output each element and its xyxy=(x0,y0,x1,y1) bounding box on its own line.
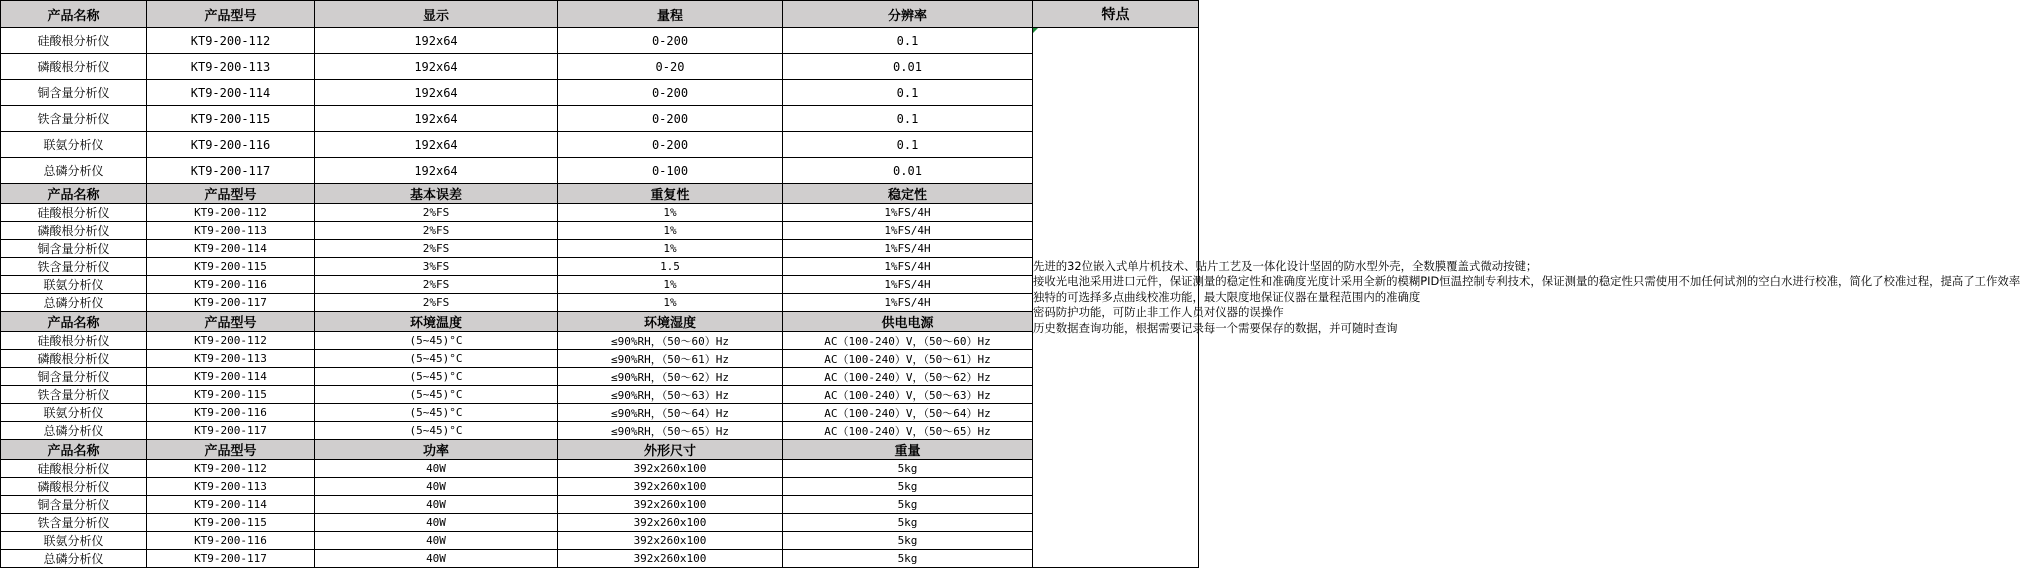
spec-b-cell: 392x260x100 xyxy=(558,478,783,496)
table-row xyxy=(1,204,1199,222)
model-cell: KT9-200-116 xyxy=(147,404,315,422)
model-cell: KT9-200-112 xyxy=(147,332,315,350)
spec-a-cell: (5~45)°C xyxy=(315,422,558,440)
table-row xyxy=(1,294,1199,312)
product-name-cell: 磷酸根分析仪 xyxy=(1,478,147,496)
spec-b-cell: ≤90%RH，（50～61）Hz xyxy=(558,350,783,368)
spec-a-cell: 40W xyxy=(315,478,558,496)
spec-b-cell: ≤90%RH，（50～62）Hz xyxy=(558,368,783,386)
header-model: 产品型号 xyxy=(147,440,315,460)
spec-b-cell: 392x260x100 xyxy=(558,550,783,568)
spec-a-cell: (5~45)°C xyxy=(315,368,558,386)
spec-c-cell: AC（100-240）V，（50～61）Hz xyxy=(783,350,1033,368)
product-name-cell: 硅酸根分析仪 xyxy=(1,28,147,54)
product-name-cell: 磷酸根分析仪 xyxy=(1,222,147,240)
spec-c-cell: 5kg xyxy=(783,460,1033,478)
spec-c-cell: 1%FS/4H xyxy=(783,240,1033,258)
table-row xyxy=(1,422,1199,440)
spec-a-cell: (5~45)°C xyxy=(315,386,558,404)
model-cell: KT9-200-114 xyxy=(147,240,315,258)
spec-c-cell: 5kg xyxy=(783,514,1033,532)
model-cell: KT9-200-117 xyxy=(147,422,315,440)
spec-a-cell: 40W xyxy=(315,550,558,568)
feature-paragraph: 先进的32位嵌入式单片机技术、贴片工艺及一体化设计坚固的防水型外壳，全数膜覆盖式微动按键； xyxy=(1033,258,1538,273)
spec-a-cell: 2%FS xyxy=(315,240,558,258)
header-product-name: 产品名称 xyxy=(1,440,147,460)
model-cell: KT9-200-113 xyxy=(147,478,315,496)
spec-b-cell: 1.5 xyxy=(558,258,783,276)
table-row xyxy=(1,54,1199,80)
spec-c-cell: AC（100-240）V，（50～63）Hz xyxy=(783,386,1033,404)
header-spec-c: 稳定性 xyxy=(783,184,1033,204)
spec-c-cell: 5kg xyxy=(783,550,1033,568)
product-name-cell: 铜含量分析仪 xyxy=(1,240,147,258)
table-row xyxy=(1,478,1199,496)
spec-b-cell: 392x260x100 xyxy=(558,514,783,532)
spec-c-cell: 0.01 xyxy=(783,54,1033,80)
spec-a-cell: 192x64 xyxy=(315,28,558,54)
table-row xyxy=(1,350,1199,368)
features-text-cell xyxy=(1033,28,2020,568)
spec-c-cell: AC（100-240）V，（50～65）Hz xyxy=(783,422,1033,440)
product-name-cell: 硅酸根分析仪 xyxy=(1,332,147,350)
spec-b-cell: 0-100 xyxy=(558,158,783,184)
model-cell: KT9-200-115 xyxy=(147,386,315,404)
product-name-cell: 联氨分析仪 xyxy=(1,532,147,550)
header-spec-a: 功率 xyxy=(315,440,558,460)
model-cell: KT9-200-113 xyxy=(147,350,315,368)
product-name-cell: 磷酸根分析仪 xyxy=(1,54,147,80)
product-name-cell: 总磷分析仪 xyxy=(1,550,147,568)
header-product-name: 产品名称 xyxy=(1,312,147,332)
spec-table-body xyxy=(1,1,2020,568)
spec-b-cell: 1% xyxy=(558,204,783,222)
spec-b-cell: 0-200 xyxy=(558,80,783,106)
header-spec-b: 环境湿度 xyxy=(558,312,783,332)
header-product-name: 产品名称 xyxy=(1,184,147,204)
header-model: 产品型号 xyxy=(147,184,315,204)
table-row xyxy=(1,28,1199,54)
spec-b-cell: 392x260x100 xyxy=(558,532,783,550)
spec-a-cell: (5~45)°C xyxy=(315,350,558,368)
model-cell: KT9-200-113 xyxy=(147,54,315,80)
spec-b-cell: 392x260x100 xyxy=(558,496,783,514)
spec-a-cell: 2%FS xyxy=(315,222,558,240)
model-cell: KT9-200-112 xyxy=(147,204,315,222)
header-product-name: 产品名称 xyxy=(1,1,147,28)
header-spec-b: 重复性 xyxy=(558,184,783,204)
spec-a-cell: 192x64 xyxy=(315,132,558,158)
product-name-cell: 铁含量分析仪 xyxy=(1,258,147,276)
table-row xyxy=(1,276,1199,294)
feature-paragraph: 接收光电池采用进口元件，保证测量的稳定性和准确度光度计采用全新的模糊PID恒温控制专利技术，保证测量的稳定性只需使用不加任何试剂的空白水进行校准，简化了校准过程，提高了工作效率 xyxy=(1033,274,2020,289)
spec-a-cell: (5~45)°C xyxy=(315,404,558,422)
spec-b-cell: ≤90%RH，（50～65）Hz xyxy=(558,422,783,440)
spec-c-cell: 5kg xyxy=(783,496,1033,514)
spec-b-cell: 0-200 xyxy=(558,28,783,54)
feature-paragraph: 历史数据查询功能，根据需要记录每一个需要保存的数据，并可随时查询 xyxy=(1033,320,1398,335)
spec-c-cell: AC（100-240）V，（50～64）Hz xyxy=(783,404,1033,422)
spec-c-cell: 0.1 xyxy=(783,106,1033,132)
model-cell: KT9-200-112 xyxy=(147,28,315,54)
table-row xyxy=(1,368,1199,386)
spec-c-cell: 0.1 xyxy=(783,28,1033,54)
model-cell: KT9-200-114 xyxy=(147,368,315,386)
product-name-cell: 总磷分析仪 xyxy=(1,294,147,312)
spec-a-cell: 3%FS xyxy=(315,258,558,276)
spec-b-cell: 0-20 xyxy=(558,54,783,80)
header-spec-b: 外形尺寸 xyxy=(558,440,783,460)
table-row xyxy=(1,496,1199,514)
spec-b-cell: 1% xyxy=(558,294,783,312)
header-spec-a: 显示 xyxy=(315,1,558,28)
model-cell: KT9-200-117 xyxy=(147,550,315,568)
model-cell: KT9-200-116 xyxy=(147,276,315,294)
spec-a-cell: 192x64 xyxy=(315,54,558,80)
section-header-row xyxy=(1,184,1199,204)
spec-a-cell: (5~45)°C xyxy=(315,332,558,350)
spec-c-cell: 1%FS/4H xyxy=(783,222,1033,240)
header-spec-a: 基本误差 xyxy=(315,184,558,204)
product-name-cell: 总磷分析仪 xyxy=(1,158,147,184)
table-row xyxy=(1,222,1199,240)
product-name-cell: 联氨分析仪 xyxy=(1,404,147,422)
product-name-cell: 磷酸根分析仪 xyxy=(1,350,147,368)
spec-c-cell: 5kg xyxy=(783,478,1033,496)
table-row xyxy=(1,460,1199,478)
spec-b-cell: 0-200 xyxy=(558,132,783,158)
model-cell: KT9-200-113 xyxy=(147,222,315,240)
product-name-cell: 铜含量分析仪 xyxy=(1,496,147,514)
spec-c-cell: AC（100-240）V，（50～60）Hz xyxy=(783,332,1033,350)
table-row xyxy=(1,258,1199,276)
table-row xyxy=(1,386,1199,404)
spec-c-cell: 1%FS/4H xyxy=(783,276,1033,294)
product-name-cell: 铜含量分析仪 xyxy=(1,368,147,386)
spec-b-cell: ≤90%RH，（50～63）Hz xyxy=(558,386,783,404)
spec-b-cell: 0-200 xyxy=(558,106,783,132)
spec-b-cell: ≤90%RH，（50～64）Hz xyxy=(558,404,783,422)
model-cell: KT9-200-115 xyxy=(147,514,315,532)
table-row xyxy=(1,550,1199,568)
table-row xyxy=(1,514,1199,532)
table-row xyxy=(1,532,1199,550)
spec-c-cell: 1%FS/4H xyxy=(783,258,1033,276)
header-spec-a: 环境温度 xyxy=(315,312,558,332)
spec-c-cell: 1%FS/4H xyxy=(783,294,1033,312)
section-header-row xyxy=(1,440,1199,460)
model-cell: KT9-200-116 xyxy=(147,132,315,158)
model-cell: KT9-200-115 xyxy=(147,258,315,276)
spec-a-cell: 2%FS xyxy=(315,294,558,312)
product-name-cell: 联氨分析仪 xyxy=(1,276,147,294)
model-cell: KT9-200-116 xyxy=(147,532,315,550)
spec-b-cell: 392x260x100 xyxy=(558,460,783,478)
spec-b-cell: 1% xyxy=(558,276,783,294)
spec-c-cell: 0.1 xyxy=(783,80,1033,106)
spec-a-cell: 192x64 xyxy=(315,106,558,132)
spec-c-cell: 0.01 xyxy=(783,158,1033,184)
spec-c-cell: 0.1 xyxy=(783,132,1033,158)
table-row xyxy=(1,132,1199,158)
feature-paragraph: 密码防护功能，可防止非工作人员对仪器的误操作 xyxy=(1033,305,1284,320)
section-header-row xyxy=(1,312,1199,332)
table-row xyxy=(1,404,1199,422)
header-spec-c: 分辨率 xyxy=(783,1,1033,28)
spec-c-cell: 5kg xyxy=(783,532,1033,550)
model-cell: KT9-200-117 xyxy=(147,158,315,184)
model-cell: KT9-200-114 xyxy=(147,80,315,106)
header-model: 产品型号 xyxy=(147,312,315,332)
model-cell: KT9-200-115 xyxy=(147,106,315,132)
features-header: 特点 xyxy=(1033,1,1199,28)
model-cell: KT9-200-112 xyxy=(147,460,315,478)
section-header-row xyxy=(1,1,1199,28)
header-spec-c: 供电电源 xyxy=(783,312,1033,332)
spec-c-cell: 1%FS/4H xyxy=(783,204,1033,222)
product-name-cell: 铁含量分析仪 xyxy=(1,514,147,532)
spec-a-cell: 40W xyxy=(315,532,558,550)
table-row xyxy=(1,240,1199,258)
table-row xyxy=(1,80,1199,106)
spec-a-cell: 2%FS xyxy=(315,204,558,222)
spec-b-cell: 1% xyxy=(558,222,783,240)
product-name-cell: 硅酸根分析仪 xyxy=(1,204,147,222)
spec-a-cell: 192x64 xyxy=(315,158,558,184)
product-name-cell: 总磷分析仪 xyxy=(1,422,147,440)
spec-b-cell: 1% xyxy=(558,240,783,258)
spec-a-cell: 40W xyxy=(315,514,558,532)
product-name-cell: 铁含量分析仪 xyxy=(1,106,147,132)
spec-a-cell: 192x64 xyxy=(315,80,558,106)
product-name-cell: 铁含量分析仪 xyxy=(1,386,147,404)
product-name-cell: 铜含量分析仪 xyxy=(1,80,147,106)
model-cell: KT9-200-117 xyxy=(147,294,315,312)
table-row xyxy=(1,158,1199,184)
product-name-cell: 硅酸根分析仪 xyxy=(1,460,147,478)
spec-b-cell: ≤90%RH，（50～60）Hz xyxy=(558,332,783,350)
table-row xyxy=(1,332,1199,350)
spec-a-cell: 40W xyxy=(315,460,558,478)
spec-c-cell: AC（100-240）V，（50～62）Hz xyxy=(783,368,1033,386)
spec-a-cell: 40W xyxy=(315,496,558,514)
model-cell: KT9-200-114 xyxy=(147,496,315,514)
feature-paragraph: 独特的可选择多点曲线校准功能，最大限度地保证仪器在量程范围内的准确度 xyxy=(1033,289,1421,304)
header-spec-c: 重量 xyxy=(783,440,1033,460)
cell-comment-marker xyxy=(1033,28,1038,33)
table-row xyxy=(1,106,1199,132)
header-model: 产品型号 xyxy=(147,1,315,28)
product-name-cell: 联氨分析仪 xyxy=(1,132,147,158)
header-spec-b: 量程 xyxy=(558,1,783,28)
spec-a-cell: 2%FS xyxy=(315,276,558,294)
